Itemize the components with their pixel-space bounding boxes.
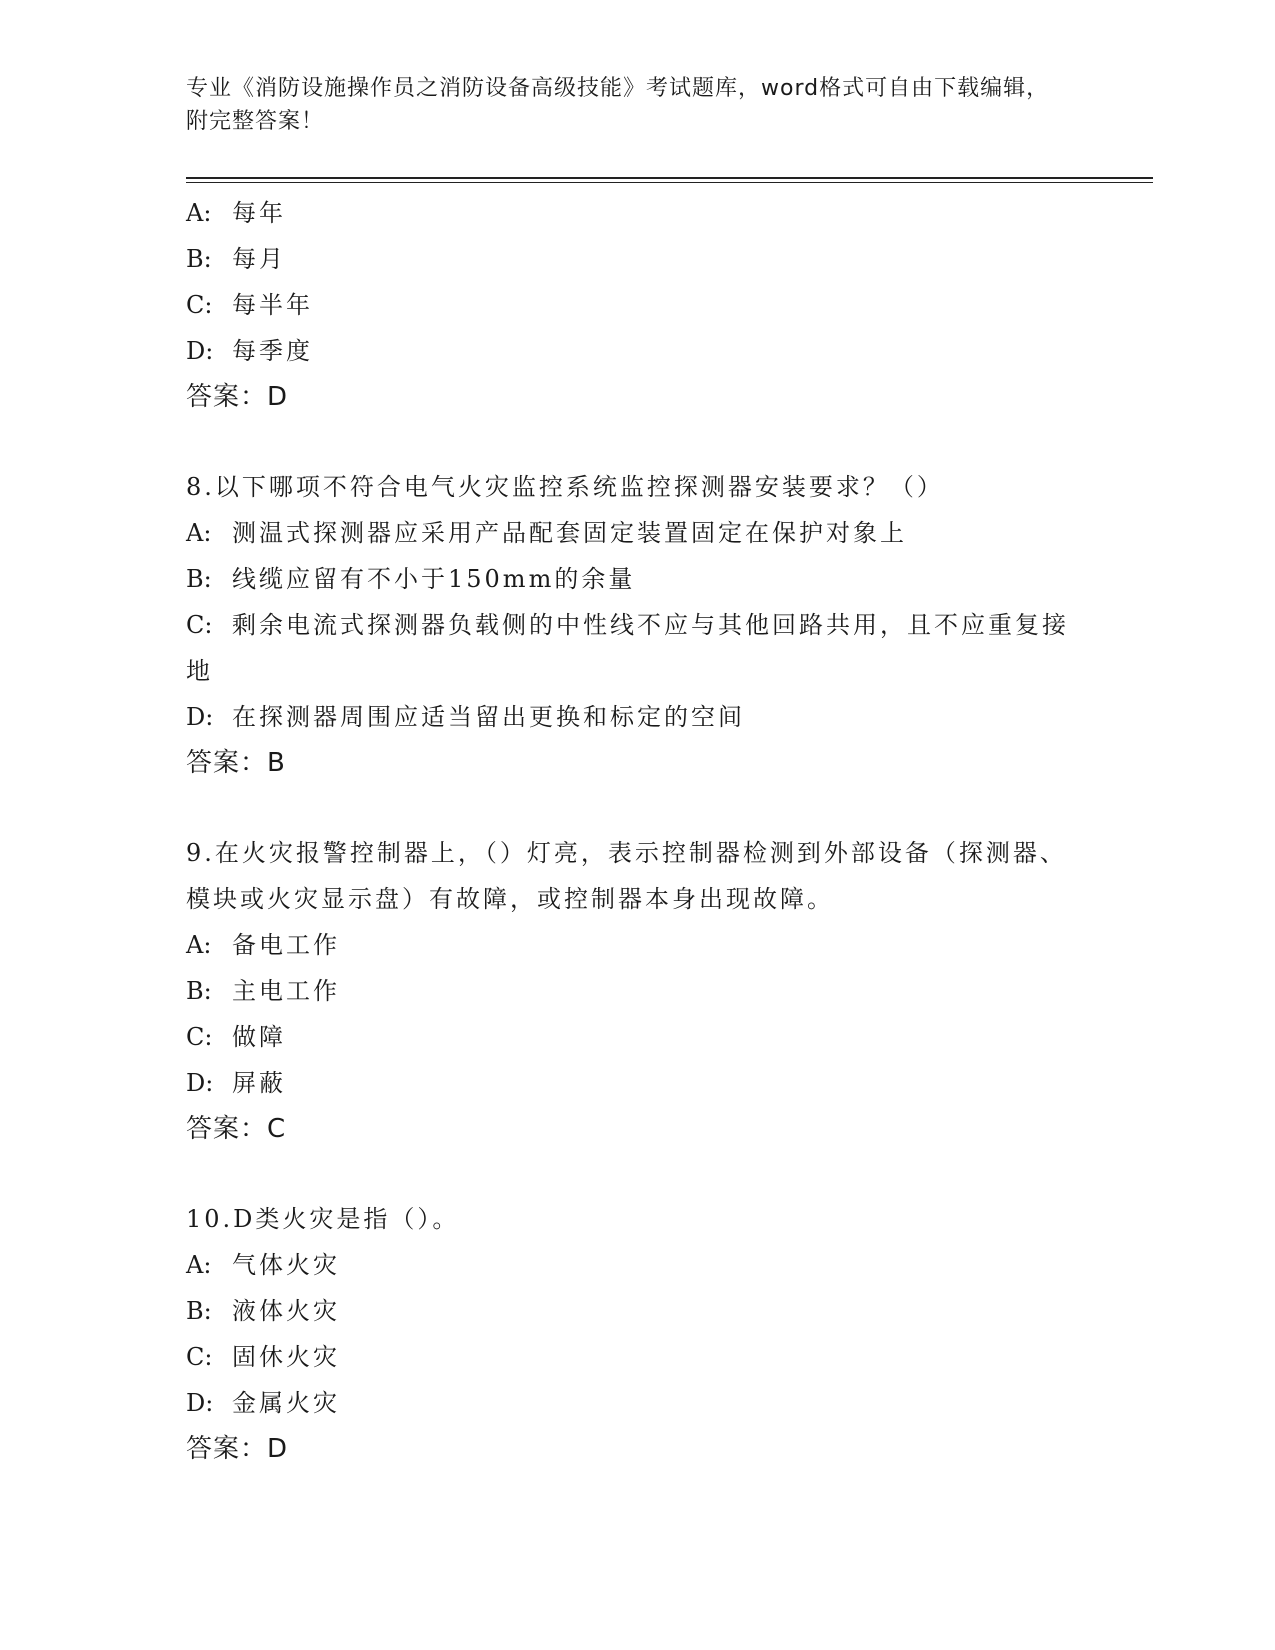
option-a: A: 气体火灾 (186, 1251, 340, 1279)
question-list (186, 190, 1086, 1472)
question-stem: 8.以下哪项不符合电气火灾监控系统监控探测器安装要求？（） (186, 473, 944, 501)
option-a: A: 每年 (186, 199, 286, 227)
spacer (186, 786, 1086, 830)
question-stem: 9.在火灾报警控制器上，（）灯亮，表示控制器检测到外部设备（探测器、模块或火灾显示盘）有故障，或控制器本身出现故障。 (186, 839, 1067, 913)
option-b: B: 线缆应留有不小于150mm的余量 (186, 565, 636, 593)
header-rule-thick (186, 177, 1153, 179)
answer: 答案：C (186, 1114, 287, 1144)
question-8 (186, 464, 1086, 786)
option-c: C: 每半年 (186, 291, 313, 319)
option-d: D: 屏蔽 (186, 1069, 286, 1097)
answer: 答案：D (186, 382, 289, 412)
option-d: D: 在探测器周围应适当留出更换和标定的空间 (186, 703, 745, 731)
option-d: D: 金属火灾 (186, 1389, 340, 1417)
option-b: B: 主电工作 (186, 977, 340, 1005)
answer: 答案：B (186, 748, 286, 778)
question-stem: 10.D类火灾是指（）。 (186, 1205, 460, 1233)
option-b: B: 液体火灾 (186, 1297, 340, 1325)
answer: 答案：D (186, 1434, 289, 1464)
spacer (186, 420, 1086, 464)
option-a: A: 备电工作 (186, 931, 340, 959)
header-rule-thin (186, 182, 1153, 183)
document-header: 专业《消防设施操作员之消防设备高级技能》考试题库，word格式可自由下载编辑，附完整答案！ (186, 76, 1050, 134)
option-c: C: 固休火灾 (186, 1343, 340, 1371)
option-c: C: 做障 (186, 1023, 286, 1051)
question-9 (186, 830, 1086, 1152)
option-c: C: 剩余电流式探测器负载侧的中性线不应与其他回路共用，且不应重复接地 (186, 611, 1069, 685)
question-10 (186, 1196, 1086, 1472)
option-a: A: 测温式探测器应采用产品配套固定装置固定在保护对象上 (186, 519, 907, 547)
spacer (186, 1152, 1086, 1196)
option-b: B: 每月 (186, 245, 286, 273)
question-7 (186, 190, 1086, 420)
option-d: D: 每季度 (186, 337, 313, 365)
